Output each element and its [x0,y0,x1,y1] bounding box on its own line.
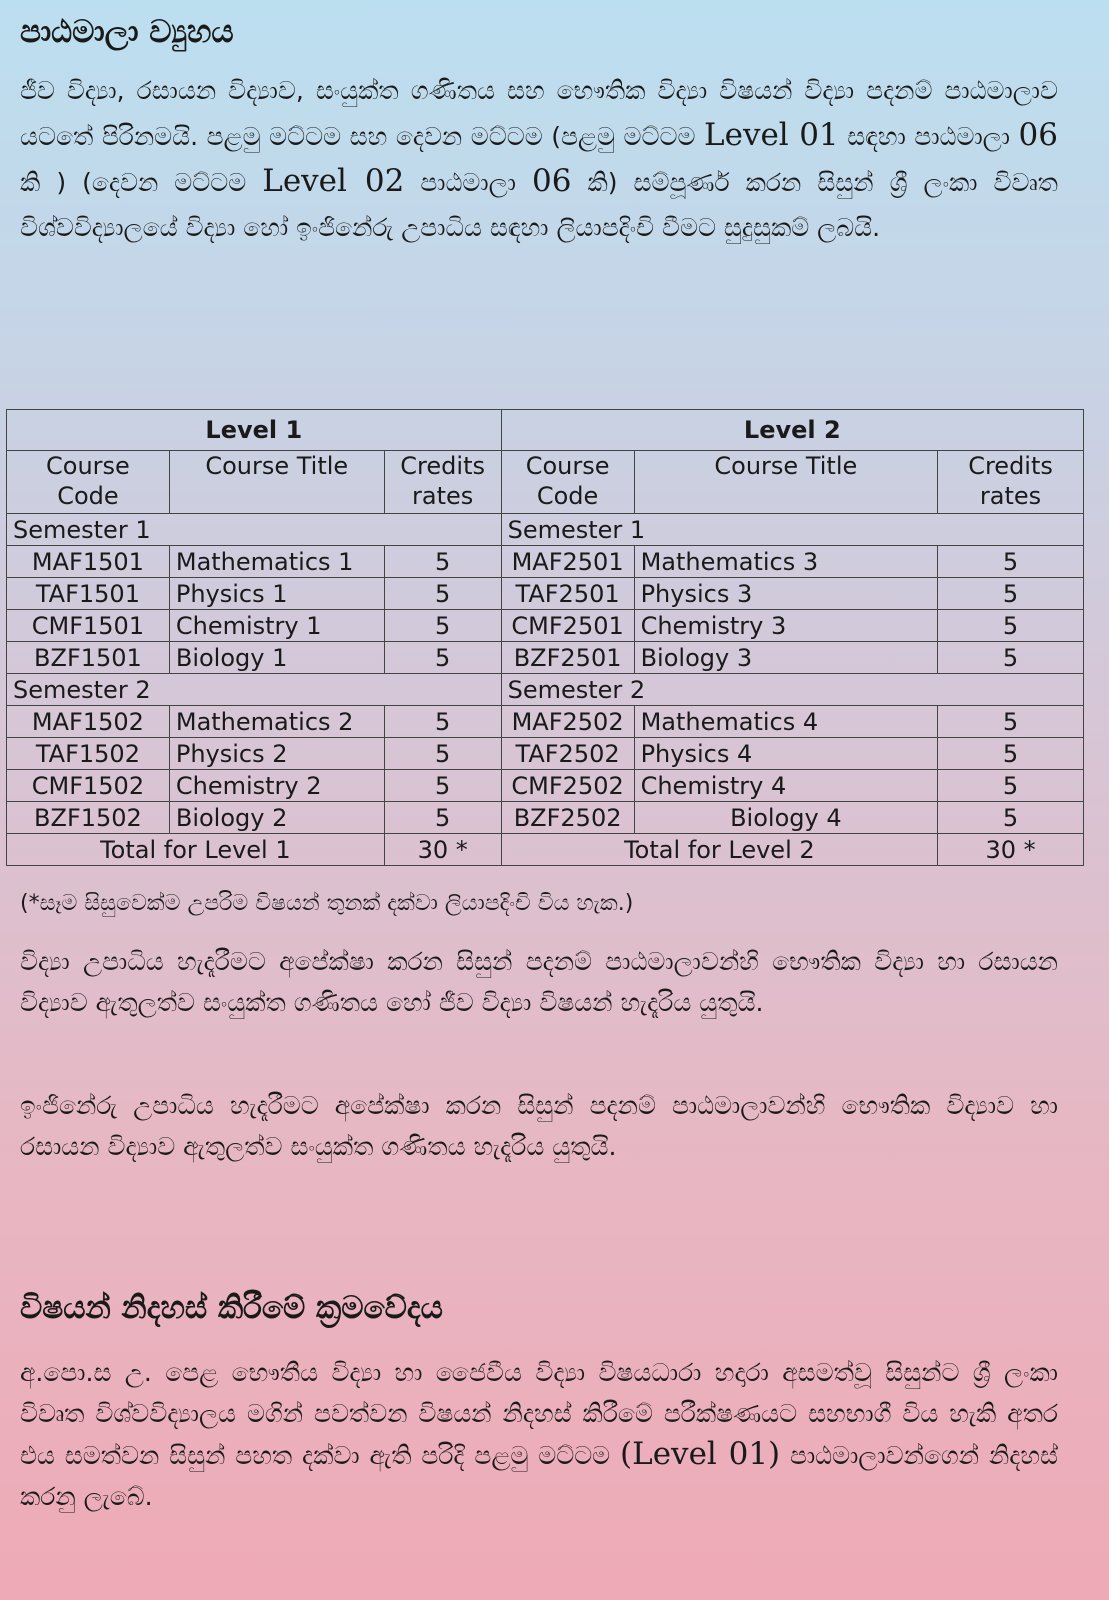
exemption-text-1: අ.පො.ස උ. පෙළ භෞතීය විද්‍යා හා ජෛවීය විද්‍යා විෂයධාරා හදාරා අසමත්වූ සිසුන්ට ශ්‍රී ලංකා විවෘත විශ්වවිද්‍යාලය මගින් පවත්වන විෂයන් නිදහස් කිරීමේ පරීක්ෂණයට සහභාගී විය හැකි අතර එය සමත්වන සිසුන් පහත දක්වා ඇති පරිදි පළමු මට්ටම [20,1358,1058,1470]
course-title: Mathematics 3 [634,546,938,578]
total-level-1-label: Total for Level 1 [7,834,385,866]
course-credits: 5 [938,578,1084,610]
column-header-title: Course Title [634,451,938,514]
course-credits: 5 [938,802,1084,834]
course-title: Physics 1 [169,578,384,610]
course-code: BZF1501 [7,642,170,674]
intro-text-1: ජීව විද්‍යා, රසායන විද්‍යාව, සංයුක්ත ගණිතය සහ භෞතික විද්‍යා විෂයන් විද්‍යා පදනම් පාඨමාලාව යටතේ පිරිනමයි. පළමු මට්ටම සහ දෙවන මට්ටම (පළමු මට්ටම [20,76,1058,151]
course-credits: 5 [938,546,1084,578]
table-row [7,738,1084,770]
semester-1-label: Semester 1 [501,514,1083,546]
course-title: Physics 4 [634,738,938,770]
page-title: පාඨමාලා ව්‍යුහය [20,14,234,50]
exemption-level-text: (Level 01) [620,1436,781,1472]
course-credits: 5 [938,706,1084,738]
course-code: BZF1502 [7,802,170,834]
exemption-heading: විෂයන් නිදහස් කිරීමේ ක්‍රමවේදය [20,1290,443,1326]
course-title: Chemistry 3 [634,610,938,642]
intro-paragraph [20,68,1058,250]
course-credits: 5 [938,610,1084,642]
course-code: CMF1502 [7,770,170,802]
course-credits: 5 [384,610,501,642]
course-credits: 5 [938,770,1084,802]
course-code: MAF2501 [501,546,634,578]
course-code: BZF2501 [501,642,634,674]
course-title: Mathematics 1 [169,546,384,578]
course-credits: 5 [384,738,501,770]
course-title: Biology 1 [169,642,384,674]
column-header-code: Course Code [7,451,170,514]
table-row [7,578,1084,610]
course-title: Mathematics 2 [169,706,384,738]
intro-text-3: කි ) (දෙවන මට්ටම [20,168,263,197]
total-level-2-value: 30 * [938,834,1084,866]
course-credits: 5 [384,546,501,578]
column-header-title: Course Title [169,451,384,514]
course-code: TAF2502 [501,738,634,770]
course-credits: 5 [938,738,1084,770]
table-row [7,802,1084,834]
course-code: CMF1501 [7,610,170,642]
intro-text-5: කි) සම්පූර්ණ කරන සිසුන් ශ්‍රී ලංකා විවෘත විශ්වවිද්‍යාලයේ විද්‍යා හෝ ඉංජිනේරු උපාධිය සඳහා ලියාපදිංචි වීමට සුදුසුකම් ලබයි. [20,168,1058,242]
semester-row [7,674,1084,706]
exemption-paragraph [20,1352,1058,1517]
course-title: Chemistry 4 [634,770,938,802]
column-header-credits: Credits rates [384,451,501,514]
course-code: MAF2502 [501,706,634,738]
column-header-row [7,451,1084,514]
exemption-text-2: පාඨමාලාවන්ගෙන් නිදහස් කරනු ලැබේ. [20,1441,1058,1511]
count-level-2: 06 [531,163,572,199]
table-row [7,546,1084,578]
course-title: Biology 2 [169,802,384,834]
course-code: CMF2502 [501,770,634,802]
course-code: MAF1502 [7,706,170,738]
column-header-code: Course Code [501,451,634,514]
course-title: Chemistry 1 [169,610,384,642]
semester-row [7,514,1084,546]
course-credits: 5 [384,770,501,802]
course-code: TAF2501 [501,578,634,610]
engineering-degree-paragraph: ඉංජිනේරු උපාධිය හැදෑරීමට අපේක්ෂා කරන සිසුන් පදනම් පාඨමාලාවන්හි භෞතික විද්‍යාව හා රසායන විද්‍යාව ඇතුලත්ව සංයුක්ත ගණිතය හැදෑරිය යුතුයි. [20,1091,1058,1161]
course-credits: 5 [384,578,501,610]
total-row [7,834,1084,866]
level-02-text: Level 02 [262,163,405,199]
course-title: Physics 2 [169,738,384,770]
course-code: TAF1501 [7,578,170,610]
course-credits: 5 [938,642,1084,674]
column-header-credits: Credits rates [938,451,1084,514]
table-row [7,706,1084,738]
semester-2-label: Semester 2 [7,674,502,706]
level-header-row [7,410,1084,451]
level-2-header: Level 2 [501,410,1083,451]
intro-text-2: සඳහා පාඨමාලා [838,122,1019,151]
registration-note: (*සෑම සිසුවෙක්ම උපරිම විෂයන් තුනක් දක්වා ලියාපදිංචි විය හැක.) [20,891,634,916]
total-level-1-value: 30 * [384,834,501,866]
course-credits: 5 [384,706,501,738]
course-title: Physics 3 [634,578,938,610]
intro-text-4: පාඨමාලා [404,168,532,197]
table-row [7,642,1084,674]
course-title: Biology 3 [634,642,938,674]
level-01-text: Level 01 [704,117,839,153]
semester-2-label: Semester 2 [501,674,1083,706]
course-code: TAF1502 [7,738,170,770]
course-title: Mathematics 4 [634,706,938,738]
course-table [6,409,1084,866]
course-code: BZF2502 [501,802,634,834]
science-degree-paragraph: විද්‍යා උපාධිය හැදෑරීමට අපේක්ෂා කරන සිසුන් පදනම් පාඨමාලාවන්හි භෞතික විද්‍යා හා රසායන විද්‍යාව ඇතුලත්ව සංයුක්ත ගණිතය හෝ ජීව විද්‍යා විෂයන් හැදෑරිය යුතුයි. [20,947,1058,1017]
course-credits: 5 [384,802,501,834]
table-row [7,610,1084,642]
course-credits: 5 [384,642,501,674]
semester-1-label: Semester 1 [7,514,502,546]
level-1-header: Level 1 [7,410,502,451]
table-row [7,770,1084,802]
total-level-2-label: Total for Level 2 [501,834,938,866]
course-code: CMF2501 [501,610,634,642]
course-code: MAF1501 [7,546,170,578]
course-title: Biology 4 [634,802,938,834]
count-level-1: 06 [1018,117,1058,153]
course-title: Chemistry 2 [169,770,384,802]
